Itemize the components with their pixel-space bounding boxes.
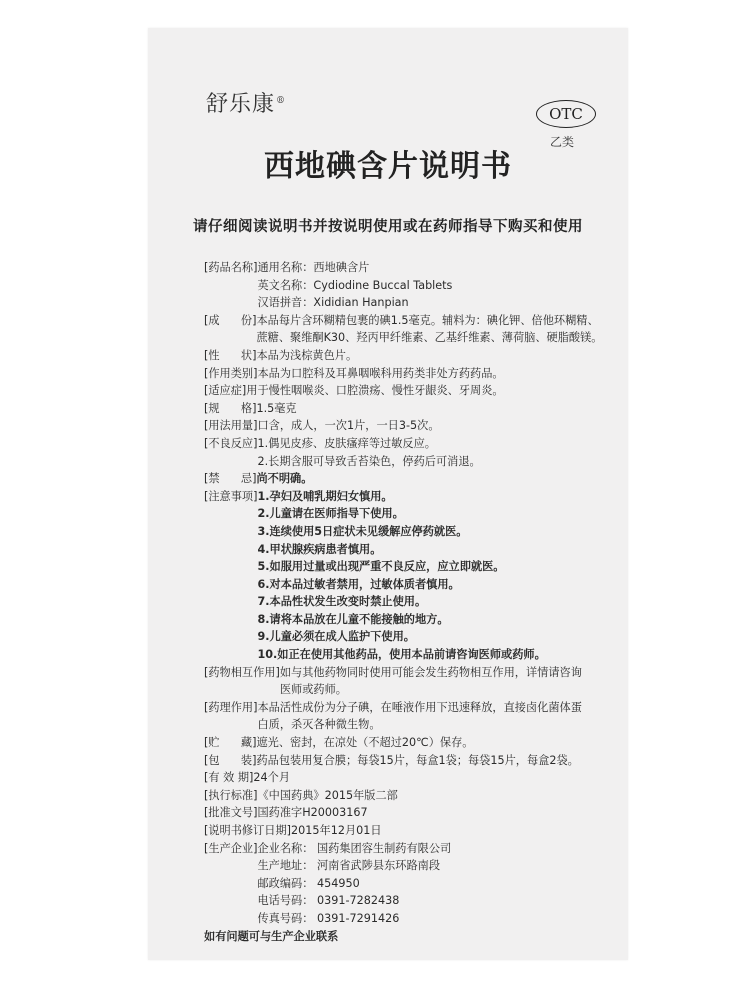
section-row — [204, 840, 618, 928]
section-values — [257, 804, 618, 822]
section-line: 《中国药典》2015年版二部 — [257, 788, 398, 802]
section-line: 邮政编码： 454950 — [257, 876, 360, 890]
section-values — [256, 312, 618, 347]
section-line: 本品为口腔科及耳鼻咽喉科用药类非处方药药品。 — [257, 366, 504, 380]
registered-mark: ® — [276, 95, 287, 106]
section-line: 9.儿童必须在成人监护下使用。 — [257, 630, 415, 644]
brand-name: 舒乐康 — [206, 92, 276, 117]
section-values — [257, 417, 618, 435]
section-line: 2.儿童请在医师指导下使用。 — [257, 507, 404, 521]
section-line: 2015年12月01日 — [291, 824, 382, 837]
section-line: 汉语拼音：Xididian Hanpian — [257, 296, 409, 310]
section-row — [204, 664, 618, 699]
section-label: [药物相互作用] — [204, 665, 280, 679]
instruction-content — [204, 259, 618, 945]
section-values — [256, 734, 618, 752]
section-values — [253, 769, 618, 787]
contact-footer: 如有问题可与生产企业联系 — [204, 929, 339, 943]
section-line: 英文名称：Cydiodine Buccal Tablets — [257, 278, 453, 292]
section-line: 如与其他药物同时使用可能会发生药物相互作用，详情请咨询 — [279, 665, 582, 679]
section-values — [257, 365, 618, 383]
section-row — [204, 699, 618, 734]
section-label: [不良反应] — [204, 436, 258, 450]
section-values — [257, 699, 618, 734]
section-line: 6.对本品过敏者禁用，过敏体质者慎用。 — [257, 577, 460, 591]
section-line: 药品包装用复合膜；每袋15片，每盒1袋；每袋15片，每盒2袋。 — [256, 753, 579, 767]
section-line: 1.孕妇及哺乳期妇女慎用。 — [257, 489, 393, 503]
reading-notice: 请仔细阅读说明书并按说明使用或在药师指导下购买和使用 — [193, 219, 583, 235]
section-label: [贮 藏] — [204, 736, 257, 750]
section-line: 国药准字H20003167 — [257, 806, 368, 820]
section-line: 本品每片含环糊精包裹的碘1.5毫克。辅料为：碘化钾、倍他环糊精、 — [256, 313, 599, 327]
section-label: [成 份] — [204, 313, 257, 327]
section-label: [药理作用] — [204, 700, 258, 714]
section-row — [204, 787, 618, 805]
section-values — [257, 840, 618, 928]
section-values — [257, 435, 618, 470]
section-line: 传真号码： 0391-7291426 — [257, 911, 400, 925]
section-values — [256, 470, 618, 488]
section-line: 本品活性成份为分子碘，在唾液作用下迅速释放，直接卤化菌体蛋 — [257, 700, 582, 714]
section-label: [说明书修订日期] — [204, 824, 292, 837]
section-label: [禁 忌] — [204, 472, 257, 486]
section-line: 2.长期含服可导致舌苔染色，停药后可消退。 — [257, 454, 481, 468]
section-row — [204, 365, 618, 383]
section-line: 蔗糖、聚维酮K30、羟丙甲纤维素、乙基纤维素、薄荷脑、硬脂酸镁。 — [256, 331, 603, 345]
otc-badge: OTC — [536, 100, 596, 128]
section-line: 企业名称： 国药集团容生制药有限公司 — [257, 841, 452, 855]
section-values — [257, 488, 618, 664]
section-row — [204, 417, 618, 435]
document-title: 西地碘含片说明书 — [264, 149, 512, 184]
section-line: 3.连续使用5日症状未见缓解应停药就医。 — [257, 524, 468, 538]
section-row — [204, 752, 618, 770]
section-label: [适应症] — [204, 384, 247, 398]
section-line: 电话号码： 0391-7282438 — [257, 894, 400, 908]
section-label: [规 格] — [204, 401, 257, 415]
section-row — [204, 400, 618, 418]
section-label: [注意事项] — [204, 489, 258, 503]
section-label: [性 状] — [204, 348, 257, 362]
section-row — [204, 382, 618, 400]
section-line: 用于慢性咽喉炎、口腔溃疡、慢性牙龈炎、牙周炎。 — [246, 384, 504, 398]
brand-logo — [206, 87, 286, 118]
section-line: 8.请将本品放在儿童不能接触的地方。 — [257, 612, 449, 626]
section-line: 24个月 — [253, 771, 291, 785]
section-line: 本品为浅棕黄色片。 — [256, 348, 358, 362]
section-row — [204, 734, 618, 752]
section-line: 1.偶见皮疹、皮肤瘙痒等过敏反应。 — [257, 436, 436, 450]
instruction-sheet — [148, 28, 628, 960]
section-values — [257, 259, 618, 312]
section-row — [204, 312, 618, 347]
section-label: [包 装] — [204, 753, 257, 767]
section-label: [作用类别] — [204, 366, 258, 380]
section-label: [有 效 期] — [204, 771, 254, 785]
section-label: [药品名称] — [204, 261, 258, 274]
section-row — [204, 470, 618, 488]
section-label: [执行标准] — [204, 788, 258, 802]
section-line: 1.5毫克 — [256, 401, 297, 415]
section-values — [256, 752, 618, 770]
section-row — [204, 804, 618, 822]
section-values — [246, 382, 618, 400]
section-line: 10.如正在使用其他药品，使用本品前请咨询医师或药师。 — [257, 648, 546, 662]
section-row — [204, 769, 618, 787]
section-row — [204, 488, 618, 664]
section-line: 医师或药师。 — [279, 683, 347, 697]
section-row — [204, 347, 618, 365]
section-line: 5.如服用过量或出现严重不良反应，应立即就医。 — [257, 560, 505, 574]
section-values — [256, 400, 618, 418]
section-line: 遮光、密封，在凉处（不超过20℃）保存。 — [256, 736, 474, 750]
section-line: 白质，杀灭各种微生物。 — [257, 718, 381, 732]
section-values — [256, 347, 618, 365]
section-row — [204, 822, 618, 840]
section-line: 尚不明确。 — [256, 472, 313, 486]
section-values — [257, 787, 618, 805]
section-values — [291, 822, 618, 840]
section-label: [批准文号] — [204, 806, 258, 820]
section-row — [204, 435, 618, 470]
section-row — [204, 259, 618, 312]
section-label: [生产企业] — [204, 841, 258, 855]
section-values — [280, 664, 618, 699]
section-line: 生产地址： 河南省武陟县东环路南段 — [257, 859, 441, 873]
section-label: [用法用量] — [204, 419, 258, 433]
section-line: 7.本品性状发生改变时禁止使用。 — [257, 595, 427, 609]
section-line: 通用名称：西地碘含片 — [257, 261, 370, 274]
section-line: 4.甲状腺疾病患者慎用。 — [257, 542, 382, 556]
otc-class-label: 乙类 — [550, 135, 575, 149]
section-line: 口含，成人，一次1片，一日3-5次。 — [257, 419, 440, 433]
